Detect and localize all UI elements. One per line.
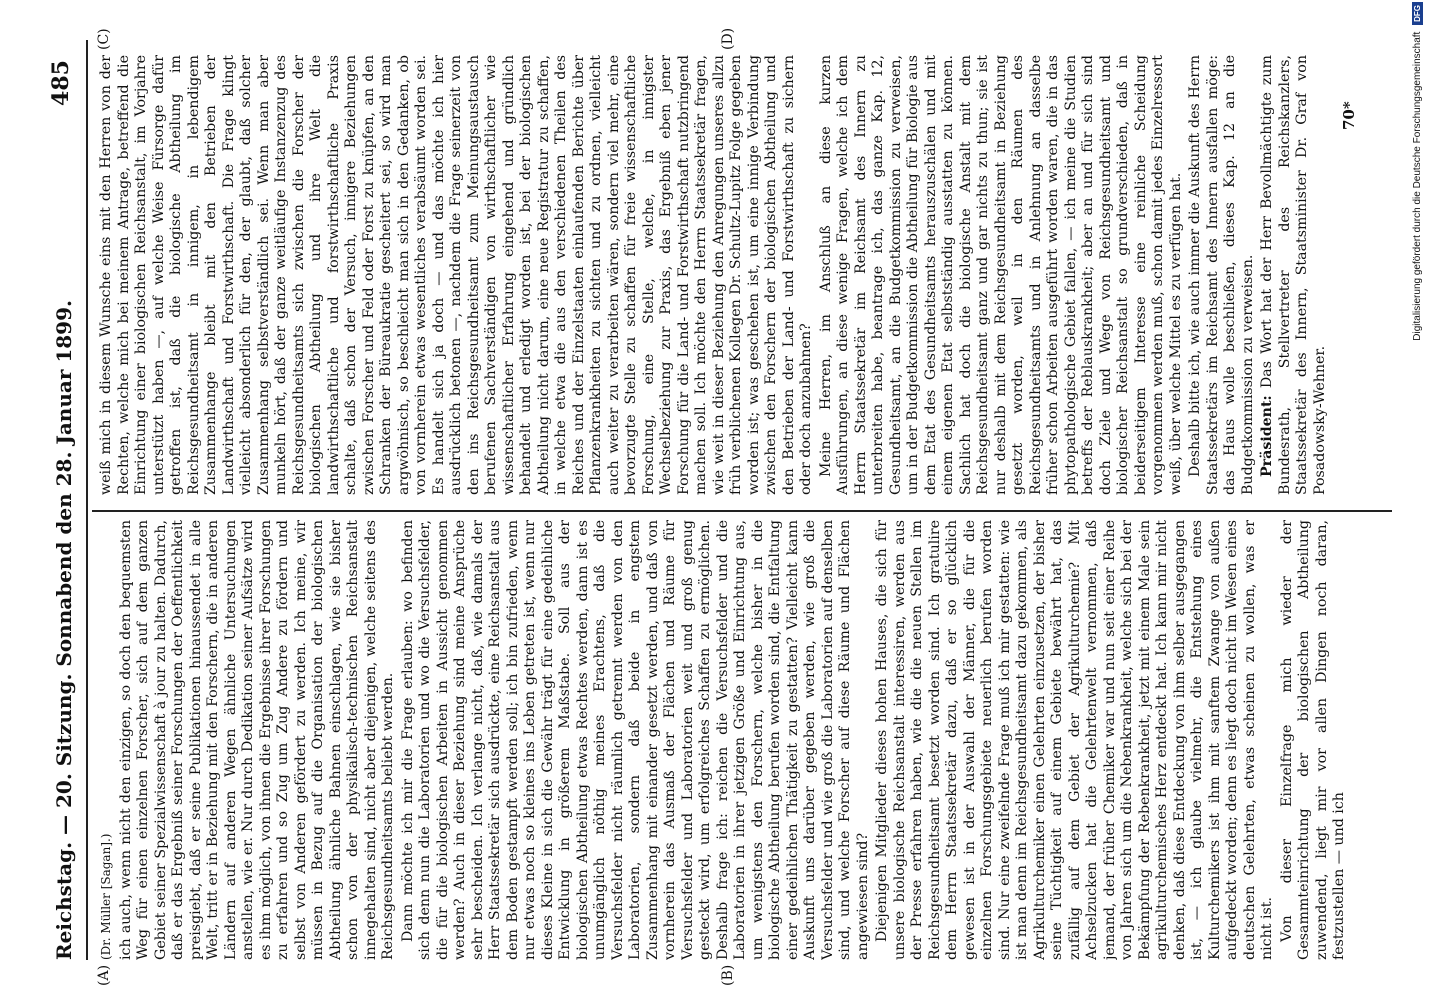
digitization-credit	[1408, 2, 1434, 992]
paragraph: Diejenigen Mitglieder dieses hohen Hauses, die sich für unsere biologische Reichsanstalt interessiren, werden aus der Presse erfahren haben, wie die die neuen Stellen im Reichsgesundheitsamt besetzt worden sind. Ich gratulire dem Herrn Staatssekretär dazu, daß er so glücklich gewesen ist in der Auswahl der Männer, die für die einzelnen Forschungsgebiete neuerlich berufen worden sind. Nur eine zweifelnde Frage muß ich mir gestatten: wie ist man denn im Reichsgesundheitsamt dazu gekommen, als Agrikulturchemiker einen Gelehrten einzusetzen, der bisher seine Tüchtigkeit auf einem Gebiete bewährt hat, das zufällig auf dem Gebiet der Agrikulturchemie? Mit Achselzucken hat die Gelehrtenwelt vernommen, daß jemand, der früher Chemiker war und nun seit einer Reihe von Jahren sich um die Nebenkrankheit, welche sich bei der Bekämpfung der Rebenkrankheit, jetzt mit einem Male sein agrikulturchemisches Herz entdeckt hat. Ich kann mir nicht denken, daß diese Entdeckung von ihm selber ausgegangen ist, — ich glaube vielmehr, die Entstehung eines Kulturchemikers ist ihm mit sanftem Zwange von außen aufgedeckt worden; denn es liegt doch nicht im Wesen eines deutschen Gelehrten, etwas scheinen zu wollen, was er nicht ist.	[874, 520, 1275, 960]
paragraph: weiß mich in diesem Wunsche eins mit den Herren von der Rechten, welche mich bei meinem Antrage, betreffend die Einrichtung einer biologischen Reichsanstalt, im Vorjahre unterstützt haben —, auf welche Weise Fürsorge dafür getroffen ist, daß die biologische Abtheilung im Reichsgesundheitsamt in innigem, in lebendigem Zusammenhange bleibt mit den Betrieben der Landwirthschaft und Forstwirthschaft. Die Frage klingt vielleicht absonderlich für den, der glaubt, daß solcher Zusammenhang selbstverständlich sei. Wenn man aber munkeln hört, daß der ganze weitläufige Instanzenzug des Reichsgesundheitsamts sich zwischen die Forscher der biologischen Abtheilung und ihre Welt die landwirthschaftliche und forstwirthschaftliche Praxis schalte, daß schon der Versuch, innigere Beziehungen zwischen Forscher und Feld oder Forst zu knüpfen, an den Schranken der Büreaukratie gescheitert sei, so wird man argwöhnisch, so beschleicht man sich in den Gedanken, ob von vornherein etwas wesentliches verabsäumt worden sei. Es handelt sich ja doch — und das möchte ich hier ausdrücklich betonen —, nachdem die Frage seinerzeit von den ins Reichsgesundheitsamt zum Meinungsaustausch berufenen Sachverständigen von wirthschaftlicher wie wissenschaftlicher Erfahrung eingehend und gründlich behandelt und erledigt worden ist, bei der biologischen Abtheilung nicht darum, eine neue Registratur zu schaffen, in welche etwa die aus den verschiedenen Theilen des Reiches und der Einzelstaaten einlaufenden Berichte über Pflanzenkrankheiten zu sichten und zu ordnen, vielleicht auch weiter zu verarbeiten wären, sondern viel mehr, eine bevorzugte Stelle zu schaffen für freie wissenschaftliche Forschung, eine Stelle, welche, in innigster Wechselbeziehung zur Praxis, das Ergebniß eben jener Forschung für die Land- und Forstwirthschaft nutzbringend machen soll. Ich möchte den Herrn Staatssekretär fragen, wie weit in dieser Beziehung den Anregungen unseres allzu früh verblichenen Kollegen Dr. Schultz-Lupitz Folge gegeben worden ist; was geschehen ist, um eine innige Verbindung zwischen den Forschern der biologischen Abtheilung und den Betrieben der Land- und Forstwirthschaft zu sichern oder doch anzubahnen?	[98, 55, 814, 495]
margin-letter-b: (B)	[720, 964, 736, 986]
page-number: 485	[48, 60, 74, 106]
left-column	[98, 520, 1398, 960]
credit-text: Digitalisierung gefördert durch die Deutsche Forschungsgemeinschaft	[1412, 31, 1423, 341]
paragraph: ich auch, wenn nicht den einzigen, so doch den bequemsten Weg für einen einzelnen Forscher, sich auf dem ganzen Gebiet seiner Spezialwissenschaft à jour zu halten. Dadurch, daß er das Ergebniß seiner Forschungen der Oeffentlichkeit preisgiebt, daß er seine Publikationen hinaussendet in alle Welt, tritt er in Beziehung mit den Forschern, die in anderen Ländern auf anderen Wegen ähnliche Untersuchungen anstellen, wie er. Nur durch Dedikation seiner Aufsätze wird es ihm möglich, von ihnen die Ergebnisse ihrer Forschungen zu erfahren und so Zug um Zug Andere zu fördern und selbst von Anderen gefördert zu werden. Ich meine, wir müssen in Bezug auf die Organisation der biologischen Abtheilung ähnliche Bahnen einschlagen, wie sie bisher schon von der physikalisch-technischen Reichsanstalt innegehalten sind, nicht aber diejenigen, welche seitens des Reichsgesundheitsamts beliebt werden.	[117, 520, 396, 960]
dfg-logo: DFG	[1412, 2, 1423, 25]
column-divider	[92, 510, 1392, 512]
speaker-text: Das Wort hat der Herr Bevollmächtigte zum Bundesrath, Stellvertreter des Reichskanzlers, Staatssekretär des Innern, Staatsminister Dr. Graf von Posadowsky-Wehner.	[1259, 55, 1328, 495]
header-rule	[86, 40, 88, 960]
president-paragraph	[1259, 55, 1329, 495]
speaker-continuation: (Dr. Müller [Sagan].)	[99, 833, 113, 960]
paragraph: Meine Herren, im Anschluß an diese kurzen Ausführungen, an diese wenige Fragen, welche ich dem Herrn Staatssekretär im Reichsamt des Innern zu unterbreiten habe, beantrage ich, das ganze Kap. 12, Gesundheitsamt, an die Budgetkommission zu verweisen, um in der Budgetkommission die Abtheilung für Biologie aus dem Etat des Gesundheitsamts herauszuschälen und mit einem eigenen Etat selbstständig ausstatten zu können. Sachlich hat doch die biologische Anstalt mit dem Reichsgesundheitsamt ganz und gar nichts zu thun; sie ist nur deshalb mit dem Reichsgesundheitsamt in Beziehung gesetzt worden, weil in den Räumen des Reichsgesundheitsamts und in Anlehnung an dasselbe früher schon Arbeiten ausgeführt worden waren, die in das phytopathologische Gebiet fallen, — ich meine die Studien betreffs der Reblauskrankheit; aber an und für sich sind doch Ziele und Wege von Reichsgesundheitsamt und biologischer Reichsanstalt so grundverschieden, daß in beiderseitigem Interesse eine reinliche Scheidung vorgenommen werden muß, schon damit jedes Einzelressort weiß, über welche Mittel es zu verfügen hat.	[817, 55, 1184, 495]
right-column	[98, 55, 1398, 495]
paragraph: Dann möchte ich mir die Frage erlauben: wo befinden sich denn nun die Laboratorien und wo die Versuchsfelder, die für die biologischen Arbeiten in Aussicht genommen werden? Auch in dieser Beziehung sind meine Ansprüche sehr bescheiden. Ich verlange nicht, daß, wie damals der Herr Staatssekretär sich ausdrückte, eine Reichsanstalt aus dem Boden gestampft werden soll; ich bin zufrieden, wenn nur etwas noch so kleines ins Leben getreten ist, wenn nur dieses Kleine in sich die Gewähr trägt für eine gedeihliche Entwicklung in größerem Maßstabe. Soll aus der biologischen Abtheilung etwas Rechtes werden, dann ist es unumgänglich nöthig meines Erachtens, daß die Versuchsfelder nicht räumlich getrennt werden von den Laboratorien, sondern daß beide in engstem Zusammenhang mit einander gesetzt werden, und daß von vornherein das Ausmaß der Flächen und Räume für Versuchsfelder und Laboratorien weit und groß genug gesteckt wird, um erfolgreiches Schaffen zu ermöglichen. Deshalb frage ich: reichen die Versuchsfelder und die Laboratorien in ihrer jetzigen Größe und Einrichtung aus, um wenigstens den Forschern, welche bisher in die biologische Abtheilung berufen worden sind, die Entfaltung einer gedeihlichen Thätigkeit zu gestatten? Vielleicht kann Auskunft uns darüber gegeben werden, wie groß die Versuchsfelder und wie groß die Laboratorien auf denselben sind, und welche Forscher auf diese Räume und Flächen angewiesen sind?	[399, 520, 871, 960]
speaker-label: Präsident:	[1259, 395, 1275, 477]
page-header	[48, 60, 86, 960]
margin-letter-a: (A)	[96, 964, 112, 986]
running-title: Reichstag. — 20. Sitzung. Sonnabend den 28. Januar 1899.	[52, 300, 76, 960]
margin-letter-c: (C)	[96, 28, 112, 50]
paragraph: Von dieser Einzelfrage mich wieder der Gesammteinrichtung der biologischen Abtheilung zuwendend, liegt mir vor allen Dingen noch daran, festzustellen — und ich	[1278, 520, 1347, 960]
margin-letter-d: (D)	[720, 27, 736, 50]
credit-text-line	[1412, 2, 1430, 992]
sheet-signature: 70*	[1340, 101, 1358, 130]
paragraph: Deshalb bitte ich, wie auch immer die Auskunft des Herrn Staatssekretärs im Reichsamt des Innern ausfallen möge: das Haus wolle beschließen, dieses Kap. 12 an die Budgetkommission zu verweisen.	[1187, 55, 1256, 495]
